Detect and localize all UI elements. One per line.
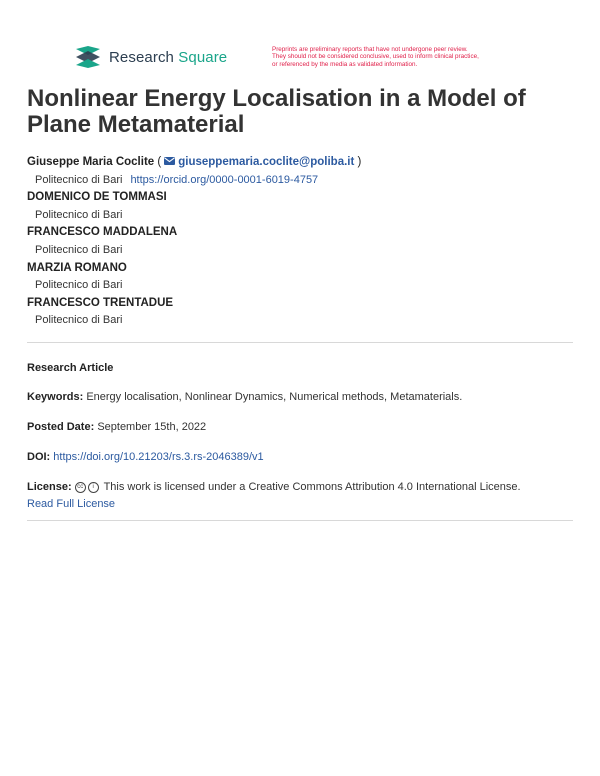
email-open-paren: ( xyxy=(157,156,162,168)
preprint-notice xyxy=(272,46,542,68)
affiliation-text: Politecnico di Bari xyxy=(35,173,123,186)
author-list xyxy=(27,154,361,330)
article-type-label: Research Article xyxy=(27,362,114,374)
author-affiliation xyxy=(27,172,361,190)
notice-line-2: They should not be considered conclusive, used to inform clinical practice, xyxy=(272,53,479,61)
doi-label: DOI: xyxy=(27,451,51,463)
author-name: FRANCESCO MADDALENA xyxy=(27,226,178,239)
logo-text-research: Research xyxy=(109,48,174,66)
divider-top xyxy=(27,342,573,343)
attribution-icon: i xyxy=(88,482,99,493)
posted-date-label: Posted Date: xyxy=(27,421,95,433)
posted-date-row xyxy=(27,421,206,433)
posted-date-value: September 15th, 2022 xyxy=(97,421,207,433)
author-name: Giuseppe Maria Coclite xyxy=(27,156,155,168)
notice-line-1: Preprints are preliminary reports that have not undergone peer review. xyxy=(272,46,468,53)
keywords-row xyxy=(27,391,462,403)
notice-line-3: or referenced by the media as validated information. xyxy=(272,60,418,68)
author-name: DOMENICO DE TOMMASI xyxy=(27,191,167,204)
author-email-link[interactable]: giuseppemaria.coclite@poliba.it xyxy=(178,156,355,168)
author-affiliation: Politecnico di Bari xyxy=(35,243,123,256)
orcid-link[interactable]: https://orcid.org/0000-0001-6019-4757 xyxy=(130,173,319,186)
license-text: This work is licensed under a Creative Commons Attribution 4.0 International License. xyxy=(103,481,521,493)
logo-text-square: Square xyxy=(178,48,228,66)
license-row xyxy=(27,481,521,493)
divider-bottom xyxy=(27,520,573,521)
keywords-value: Energy localisation, Nonlinear Dynamics, Numerical methods, Metamaterials. xyxy=(86,391,463,403)
research-square-logo[interactable] xyxy=(74,46,227,68)
author-entry xyxy=(27,154,361,172)
email-close-paren: ) xyxy=(354,156,362,168)
research-square-logo-icon xyxy=(74,46,102,68)
doi-link[interactable]: https://doi.org/10.21203/rs.3.rs-2046389/v1 xyxy=(53,451,264,463)
read-license-row xyxy=(27,498,115,510)
creative-commons-icon: cc xyxy=(75,482,86,493)
keywords-label: Keywords: xyxy=(27,391,84,403)
article-type xyxy=(27,362,113,374)
author-affiliation: Politecnico di Bari xyxy=(35,279,123,292)
read-full-license-link[interactable]: Read Full License xyxy=(27,498,116,510)
author-affiliation: Politecnico di Bari xyxy=(35,314,123,327)
doi-row xyxy=(27,451,264,463)
logo-text xyxy=(109,49,227,66)
paper-title: Nonlinear Energy Localisation in a Model of Plane Metamaterial xyxy=(27,85,526,138)
author-name: MARZIA ROMANO xyxy=(27,261,127,274)
author-affiliation: Politecnico di Bari xyxy=(35,208,123,221)
license-label: License: xyxy=(27,481,72,493)
author-name: FRANCESCO TRENTADUE xyxy=(27,296,174,309)
envelope-icon xyxy=(164,157,175,165)
